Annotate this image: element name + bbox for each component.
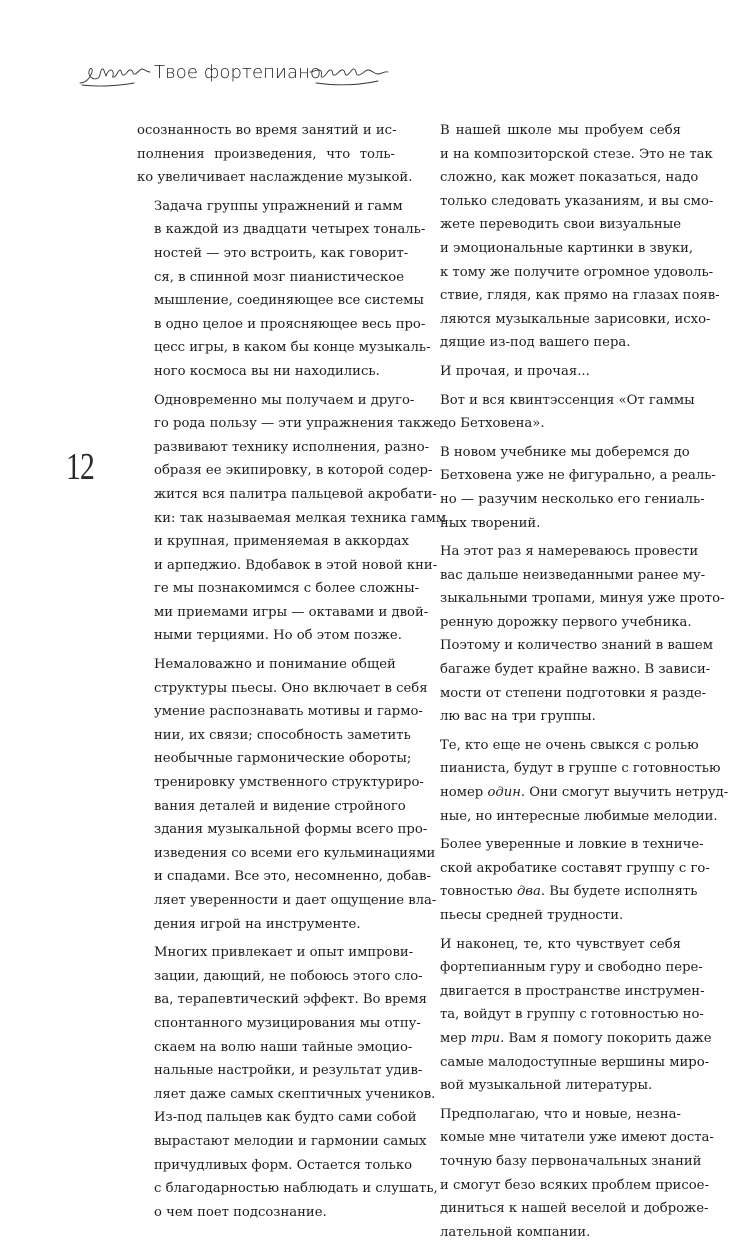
text-line: вас дальше неизведанными ранее му- [440, 567, 706, 583]
text-line: ко увеличивает наслаждение музыкой. [137, 170, 413, 186]
running-header [78, 56, 418, 92]
text-line: В новом учебнике мы доберемся до [440, 444, 690, 460]
paragraph [423, 540, 725, 729]
text-line: ных творений. [440, 515, 541, 531]
text-line: тренировку умственного структуриро- [154, 775, 424, 791]
text-line: зации, дающий, не побоюсь этого сло- [154, 968, 423, 984]
paragraph [137, 119, 413, 190]
paragraph [423, 441, 716, 535]
text-line: и на композиторской стезе. Это не так [440, 146, 713, 162]
text-line: мости от степени подготовки я разде- [440, 685, 707, 701]
page-number: 12 [66, 446, 95, 488]
text-line: ляет даже самых скептичных учеников. [154, 1086, 436, 1102]
text-line: цесс игры, в каком бы конце музыкаль- [154, 340, 431, 356]
text-line: го рода пользу — эти упражнения также [154, 416, 442, 432]
text-line: В нашей школе мы пробуем себя [440, 123, 681, 138]
text-line: ными терциями. Но об этом позже. [154, 628, 402, 644]
text-line: номер один. Они смогут выучить нетруд- [440, 785, 729, 801]
text-line: самые малодоступные вершины миро- [440, 1054, 710, 1070]
text-line: и спадами. Все это, несомненно, добав- [154, 869, 431, 885]
text-line: здания музыкальной формы всего про- [154, 822, 428, 838]
text-line: жете переводить свои визуальные [440, 217, 681, 233]
text-line: и арпеджио. Вдобавок в этой новой кни- [154, 557, 438, 573]
text-line: Поэтому и количество знаний в вашем [440, 638, 713, 654]
paragraph [423, 119, 720, 355]
text-line: умение распознавать мотивы и гармо- [154, 704, 423, 720]
text-line: Задача группы упражнений и гамм [154, 198, 403, 214]
text-line: но — разучим несколько его гениаль- [440, 491, 705, 507]
text-line: вырастают мелодии и гармонии самых [154, 1133, 427, 1149]
text-line: и смогут безо всяких проблем присое- [440, 1177, 709, 1193]
text-line: пианиста, будут в группе с готовностью [440, 761, 721, 777]
text-line: до Бетховена». [440, 416, 545, 432]
text-line: ствие, глядя, как прямо на глазах появ- [440, 288, 720, 304]
text-line: Одновременно мы получаем и друго- [154, 392, 415, 408]
text-line: ные, но интересные любимые мелодии. [440, 808, 718, 824]
text-line: спонтанного музицирования мы отпу- [154, 1015, 421, 1031]
text-line: о чем поет подсознание. [154, 1204, 327, 1220]
text-line: комые мне читатели уже имеют доста- [440, 1130, 714, 1146]
text-line: Немаловажно и понимание общей [154, 657, 396, 673]
text-line: пьесы средней трудности. [440, 908, 624, 923]
paragraph [137, 195, 431, 384]
paragraph [423, 833, 710, 927]
text-line: скаем на волю наши тайные эмоцио- [154, 1039, 413, 1055]
text-line: в каждой из двадцати четырех тональ- [154, 222, 426, 238]
text-line: и крупная, применяемая в аккордах [154, 534, 409, 550]
text-line: Бетховена уже не фигурально, а реаль- [440, 468, 716, 484]
text-line: мер три. Вам я помогу покорить даже [440, 1030, 712, 1046]
text-line: Вот и вся квинтэссенция «От гаммы [440, 392, 695, 408]
paragraph [423, 734, 729, 828]
text-line: мышление, соединяющее все системы [154, 293, 424, 309]
text-line: причудливых форм. Остается только [154, 1157, 413, 1173]
text-line: ге мы познакомимся с более сложны- [154, 581, 420, 597]
text-line: вой музыкальной литературы. [440, 1078, 653, 1094]
text-line: И прочая, и прочая... [440, 363, 590, 379]
text-line: нальные настройки, и результат удив- [154, 1063, 423, 1079]
text-line: ностей — это встроить, как говорит- [154, 245, 409, 261]
paragraph [423, 1103, 714, 1245]
text-line: изведения со всеми его кульминациями [154, 845, 436, 861]
text-line: структуры пьесы. Оно включает в себя [154, 680, 428, 696]
text-line: с благодарностью наблюдать и слушать, [154, 1181, 438, 1197]
text-line: фортепианным гуру и свободно пере- [440, 960, 703, 976]
text-line: ки: так называемая мелкая техника гамм [154, 510, 447, 526]
text-line: ской акробатике составят группу с го- [440, 860, 710, 876]
text-line: лательной компании. [440, 1224, 591, 1240]
text-line: вания деталей и видение стройного [154, 798, 406, 814]
paragraph [423, 389, 695, 436]
text-line: диниться к нашей веселой и доброже- [440, 1201, 709, 1217]
text-line: та, войдут в группу с готовностью но- [440, 1007, 704, 1023]
text-line: ва, терапевтический эффект. Во время [154, 992, 427, 1008]
text-line: ся, в спинной мозг пианистическое [154, 269, 405, 285]
text-line: жится вся палитра пальцевой акробати- [154, 486, 437, 502]
text-line: к тому же получите огромное удоволь- [440, 264, 714, 280]
text-line: дящие из-под вашего пера. [440, 335, 631, 351]
paragraph [423, 360, 681, 384]
text-line: полнения произведения, что толь- [137, 146, 395, 162]
text-line: товностью два. Вы будете исполнять [440, 884, 698, 900]
text-line: лю вас на три группы. [440, 709, 596, 725]
text-line: ми приемами игры — октавами и двой- [154, 604, 429, 620]
text-line: дения игрой на инструменте. [154, 916, 361, 932]
paragraph [137, 389, 447, 649]
text-line: багаже будет крайне важно. В зависи- [440, 662, 711, 678]
text-line: Из-под пальцев как будто сами собой [154, 1110, 417, 1126]
text-line: И наконец, те, кто чувствует себя [440, 936, 681, 952]
text-line: нии, их связи; способность заметить [154, 727, 411, 743]
paragraph [137, 653, 437, 936]
right-text-column [423, 119, 729, 1249]
left-text-column [137, 119, 447, 1229]
text-line: осознанность во время занятий и ис- [137, 123, 397, 138]
text-line: Те, кто еще не очень свыкся с ролью [440, 737, 699, 753]
text-line: На этот раз я намереваюсь провести [440, 544, 699, 560]
text-line: образя ее экипировку, в которой содер- [154, 463, 433, 479]
text-line: развивают технику исполнения, разно- [154, 439, 430, 455]
running-header-title: Твое фортепиано [154, 62, 322, 83]
text-line: зыкальными тропами, минуя уже прото- [440, 591, 725, 607]
text-line: точную базу первоначальных знаний [440, 1153, 702, 1169]
text-line: ляет уверенности и дает ощущение вла- [154, 893, 437, 908]
text-line: необычные гармонические обороты; [154, 751, 412, 767]
paragraph [423, 933, 712, 1098]
paragraph [137, 941, 438, 1224]
text-line: ляются музыкальные зарисовки, исхо- [440, 311, 711, 327]
text-line: в одно целое и проясняющее весь про- [154, 316, 426, 332]
text-line: Многих привлекает и опыт импрови- [154, 945, 414, 961]
text-line: двигается в пространстве инструмен- [440, 983, 705, 999]
text-line: Предполагаю, что и новые, незна- [440, 1106, 681, 1122]
text-line: ного космоса вы ни находились. [154, 363, 380, 379]
text-line: и эмоциональные картинки в звуки, [440, 240, 694, 256]
text-line: только следовать указаниям, и вы смо- [440, 193, 714, 209]
text-line: сложно, как может показаться, надо [440, 170, 699, 186]
text-line: Более уверенные и ловкие в техниче- [440, 837, 704, 853]
text-line: ренную дорожку первого учебника. [440, 614, 692, 630]
